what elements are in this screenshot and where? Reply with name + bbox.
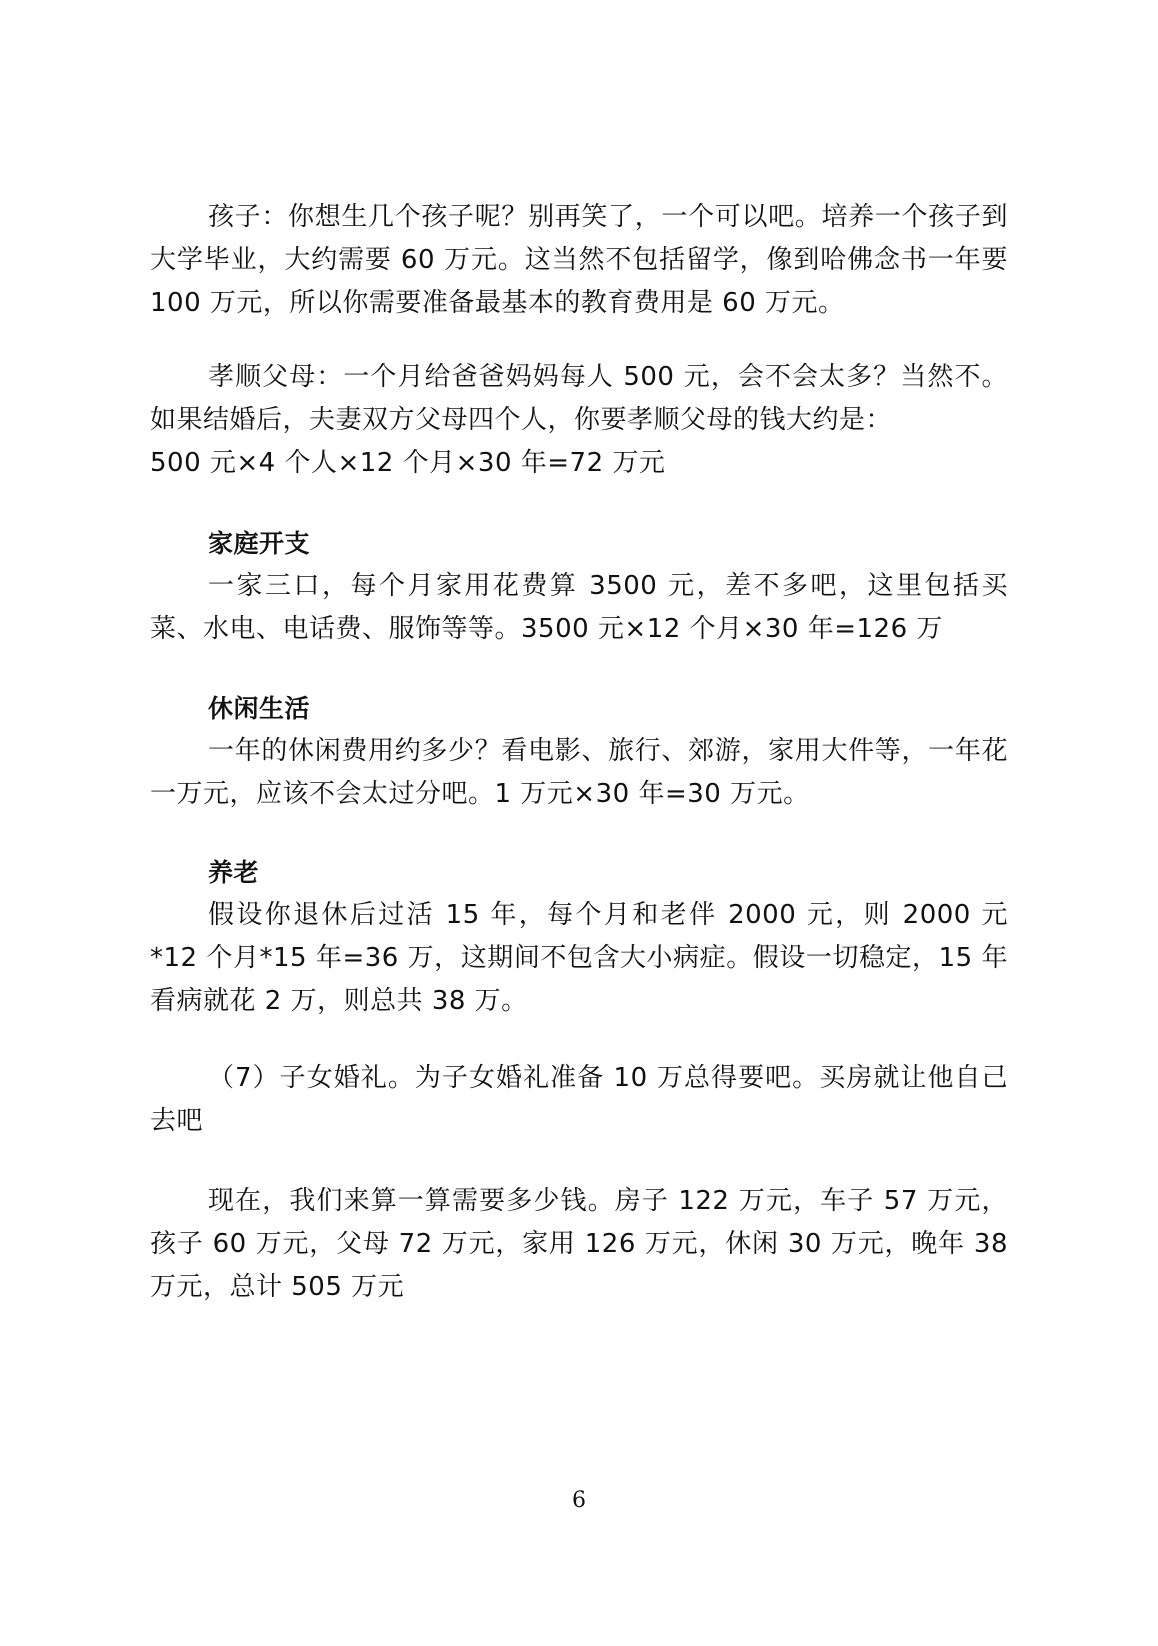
summary-paragraph: 现在，我们来算一算需要多少钱。房子 122 万元，车子 57 万元，孩子 60 万元，父母 72 万元，家用 126 万元，休闲 30 万元，晚年 38 万元，总计 505 万元 — [150, 1186, 1008, 1302]
leisure-heading: 休闲生活 — [208, 694, 311, 723]
page-number: 6 — [572, 1488, 586, 1513]
household-heading: 家庭开支 — [208, 529, 311, 558]
leisure-text: 一年的休闲费用约多少？看电影、旅行、郊游，家用大件等，一年花一万元，应该不会太过分吧。1 万元×30 年=30 万元。 — [150, 736, 1008, 809]
household-section — [150, 522, 1008, 651]
leisure-section — [150, 687, 1008, 816]
parents-paragraph: 孝顺父母：一个月给爸爸妈妈每人 500 元，会不会太多？当然不。如果结婚后，夫妻双方父母四个人，你要孝顺父母的钱大约是： — [150, 362, 1008, 435]
retirement-section — [150, 851, 1008, 1023]
retirement-heading: 养老 — [208, 858, 260, 887]
parents-formula: 500 元×4 个人×12 个月×30 年=72 万元 — [150, 448, 666, 478]
household-text: 一家三口，每个月家用花费算 3500 元，差不多吧，这里包括买菜、水电、电话费、服饰等等。3500 元×12 个月×30 年=126 万 — [150, 571, 1008, 644]
children-paragraph: 孩子：你想生几个孩子呢？别再笑了，一个可以吧。培养一个孩子到大学毕业，大约需要 60 万元。这当然不包括留学，像到哈佛念书一年要 100 万元，所以你需要准备最基本的教育费用是 60 万元。 — [150, 202, 1008, 318]
wedding-paragraph: （7）子女婚礼。为子女婚礼准备 10 万总得要吧。买房就让他自己去吧 — [150, 1063, 1008, 1136]
retirement-text: 假设你退休后过活 15 年，每个月和老伴 2000 元，则 2000 元*12 个月*15 年=36 万，这期间不包含大小病症。假设一切稳定，15 年看病就花 2 万，则总共 38 万。 — [150, 900, 1008, 1016]
